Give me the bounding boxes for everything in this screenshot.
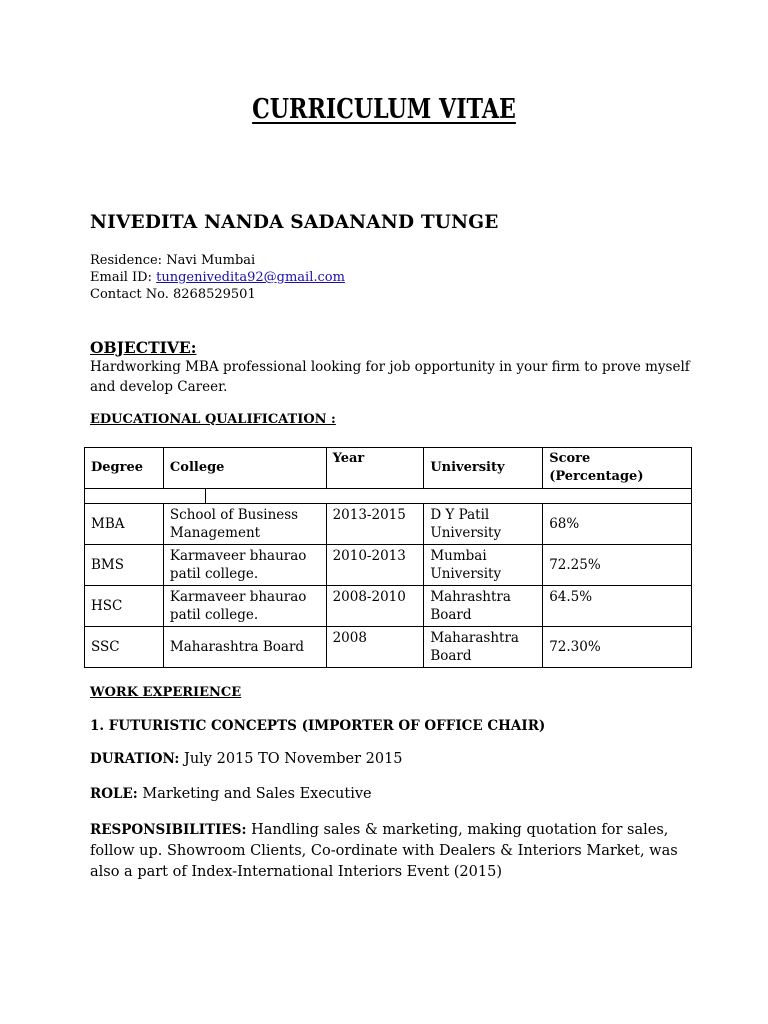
cell-university: D Y Patil University — [424, 504, 543, 545]
cell-degree: BMS — [85, 545, 164, 586]
cell-score: 72.30% — [543, 627, 692, 668]
duration-label: DURATION: — [90, 751, 180, 767]
phone-value: 8268529501 — [173, 287, 256, 302]
cell-college: School of Business Management — [163, 504, 326, 545]
cell-year: 2008-2010 — [326, 586, 424, 627]
cell-degree: HSC — [85, 586, 164, 627]
cell-degree: MBA — [85, 504, 164, 545]
table-row — [85, 627, 692, 668]
work-experience-heading: WORK EXPERIENCE — [90, 685, 242, 700]
cell-degree: SSC — [85, 627, 164, 668]
duration-value: July 2015 TO November 2015 — [184, 751, 403, 767]
cell-college: Karmaveer bhaurao patil college. — [163, 586, 326, 627]
objective-text: Hardworking MBA professional looking for job opportunity in your firm to prove myself and develop Career. — [90, 359, 690, 395]
spacer-cell — [85, 489, 692, 504]
education-table — [84, 447, 692, 668]
table-spacer-row — [85, 489, 692, 504]
residence-line — [90, 252, 345, 269]
role-value: Marketing and Sales Executive — [142, 786, 372, 802]
col-header-degree: Degree — [85, 448, 164, 489]
table-row — [85, 586, 692, 627]
email-link[interactable]: tungenivedita92@gmail.com — [156, 270, 345, 285]
phone-label: Contact No. — [90, 287, 169, 302]
cell-university: Maharashtra Board — [424, 627, 543, 668]
cell-score: 64.5% — [543, 586, 692, 627]
col-header-university: University — [424, 448, 543, 489]
cell-score: 68% — [543, 504, 692, 545]
spacer-divider — [205, 489, 206, 503]
company-title: 1. FUTURISTIC CONCEPTS (IMPORTER OF OFFICE CHAIR) — [90, 718, 546, 734]
cell-year: 2008 — [326, 627, 424, 668]
cell-college: Karmaveer bhaurao patil college. — [163, 545, 326, 586]
document-title: CURRICULUM VITAE — [252, 94, 516, 125]
residence-label: Residence: — [90, 253, 163, 268]
objective-heading: OBJECTIVE: — [90, 338, 197, 357]
col-header-score: Score (Percentage) — [543, 448, 692, 489]
responsibilities-label: RESPONSIBILITIES: — [90, 822, 247, 838]
cell-year: 2013-2015 — [326, 504, 424, 545]
col-header-college: College — [163, 448, 326, 489]
responsibilities-paragraph — [90, 820, 690, 883]
candidate-name: NIVEDITA NANDA SADANAND TUNGE — [90, 212, 499, 233]
table-row — [85, 545, 692, 586]
role-line — [90, 786, 372, 802]
email-label: Email ID: — [90, 270, 152, 285]
responsibilities-text: Handling sales & marketing, making quotation for sales, follow up. Showroom Clients, Co-ordinate with Dealers & Interiors Market, was also a part of Index-International Interiors Event (2015) — [90, 822, 678, 880]
education-heading: EDUCATIONAL QUALIFICATION : — [90, 412, 336, 427]
contact-block — [90, 252, 345, 303]
col-header-year: Year — [326, 448, 424, 489]
table-row — [85, 504, 692, 545]
cell-year: 2010-2013 — [326, 545, 424, 586]
role-label: ROLE: — [90, 786, 138, 802]
duration-line — [90, 751, 403, 767]
email-line — [90, 269, 345, 286]
cell-college: Maharashtra Board — [163, 627, 326, 668]
table-header-row — [85, 448, 692, 489]
cell-university: Mumbai University — [424, 545, 543, 586]
residence-value: Navi Mumbai — [166, 253, 256, 268]
cell-score: 72.25% — [543, 545, 692, 586]
cell-university: Mahrashtra Board — [424, 586, 543, 627]
phone-line — [90, 286, 345, 303]
